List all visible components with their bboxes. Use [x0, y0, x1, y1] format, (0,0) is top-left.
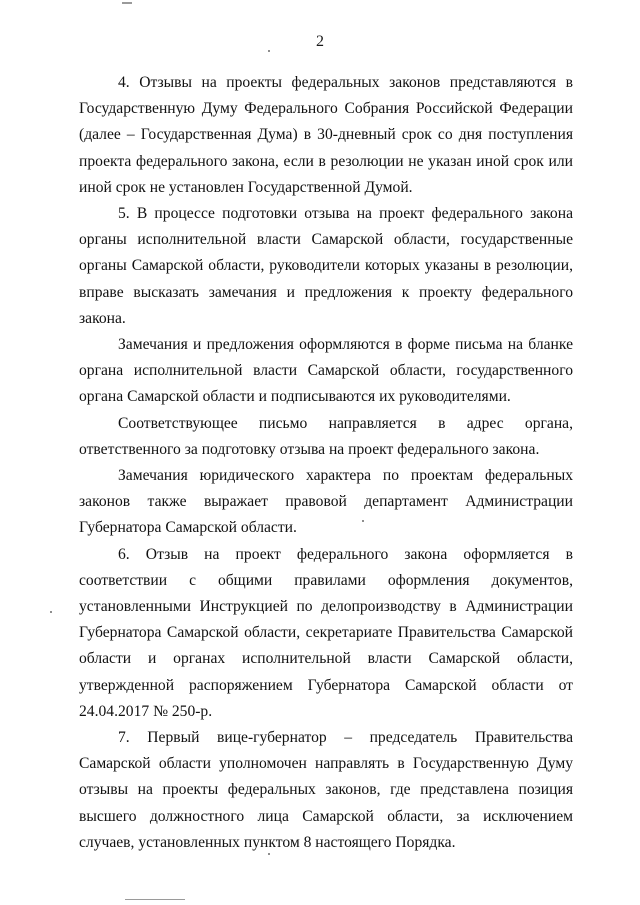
document-body — [79, 70, 573, 856]
scan-speck — [50, 611, 52, 613]
paragraph-remarks-format: Замечания и предложения оформляются в форме письма на бланке органа исполнительной власти Самарской области, государственного органа Самарской области и подписываются их руководителями. — [79, 336, 573, 406]
scan-edge-mark-top — [122, 2, 132, 4]
paragraph-6-formatting: 6. Отзыв на проект федерального закона оформляется в соответствии с общими правилами оформления документов, установленными Инструкцией по делопроизводству в Администрации Губернатора Самарской области, секретариате Правительства Самарской области и органах исполнительной власти Самарской области, утвержденной распоряжением Губернатора Самарской области от 24.04.2017 № 250-р. — [79, 545, 573, 720]
paragraph-7-authority: 7. Первый вице-губернатор – председатель Правительства Самарской области уполномочен направлять в Государственную Думу отзывы на проекты федеральных законов, где представлена позиция высшего должностного лица Самарской области, за исключением случаев, установленных пунктом 8 настоящего Порядка. — [79, 729, 573, 851]
paragraph-letter-address: Соответствующее письмо направляется в адрес органа, ответственного за подготовку отзыва на проект федерального закона. — [79, 414, 573, 458]
scan-edge-mark-bottom — [125, 899, 185, 900]
paragraph-4-review-deadline: 4. Отзывы на проекты федеральных законов представляются в Государственную Думу Федерального Собрания Российской Федерации (далее – Государственная Дума) в 30-дневный срок со дня поступления проекта федерального закона, если в резолюции не указан иной срок или иной срок не установлен Государственной Думой. — [79, 74, 573, 196]
paragraph-legal-remarks: Замечания юридического характера по проектам федеральных законов также выражает правовой департамент Администрации Губернатора Самарской области. — [79, 467, 573, 537]
page-number: 2 — [316, 33, 324, 50]
paragraph-5-preparation: 5. В процессе подготовки отзыва на проект федерального закона органы исполнительной власти Самарской области, государственные органы Самарской области, руководители которых указаны в резолюции, вправе высказать замечания и предложения к проекту федерального закона. — [79, 205, 573, 327]
